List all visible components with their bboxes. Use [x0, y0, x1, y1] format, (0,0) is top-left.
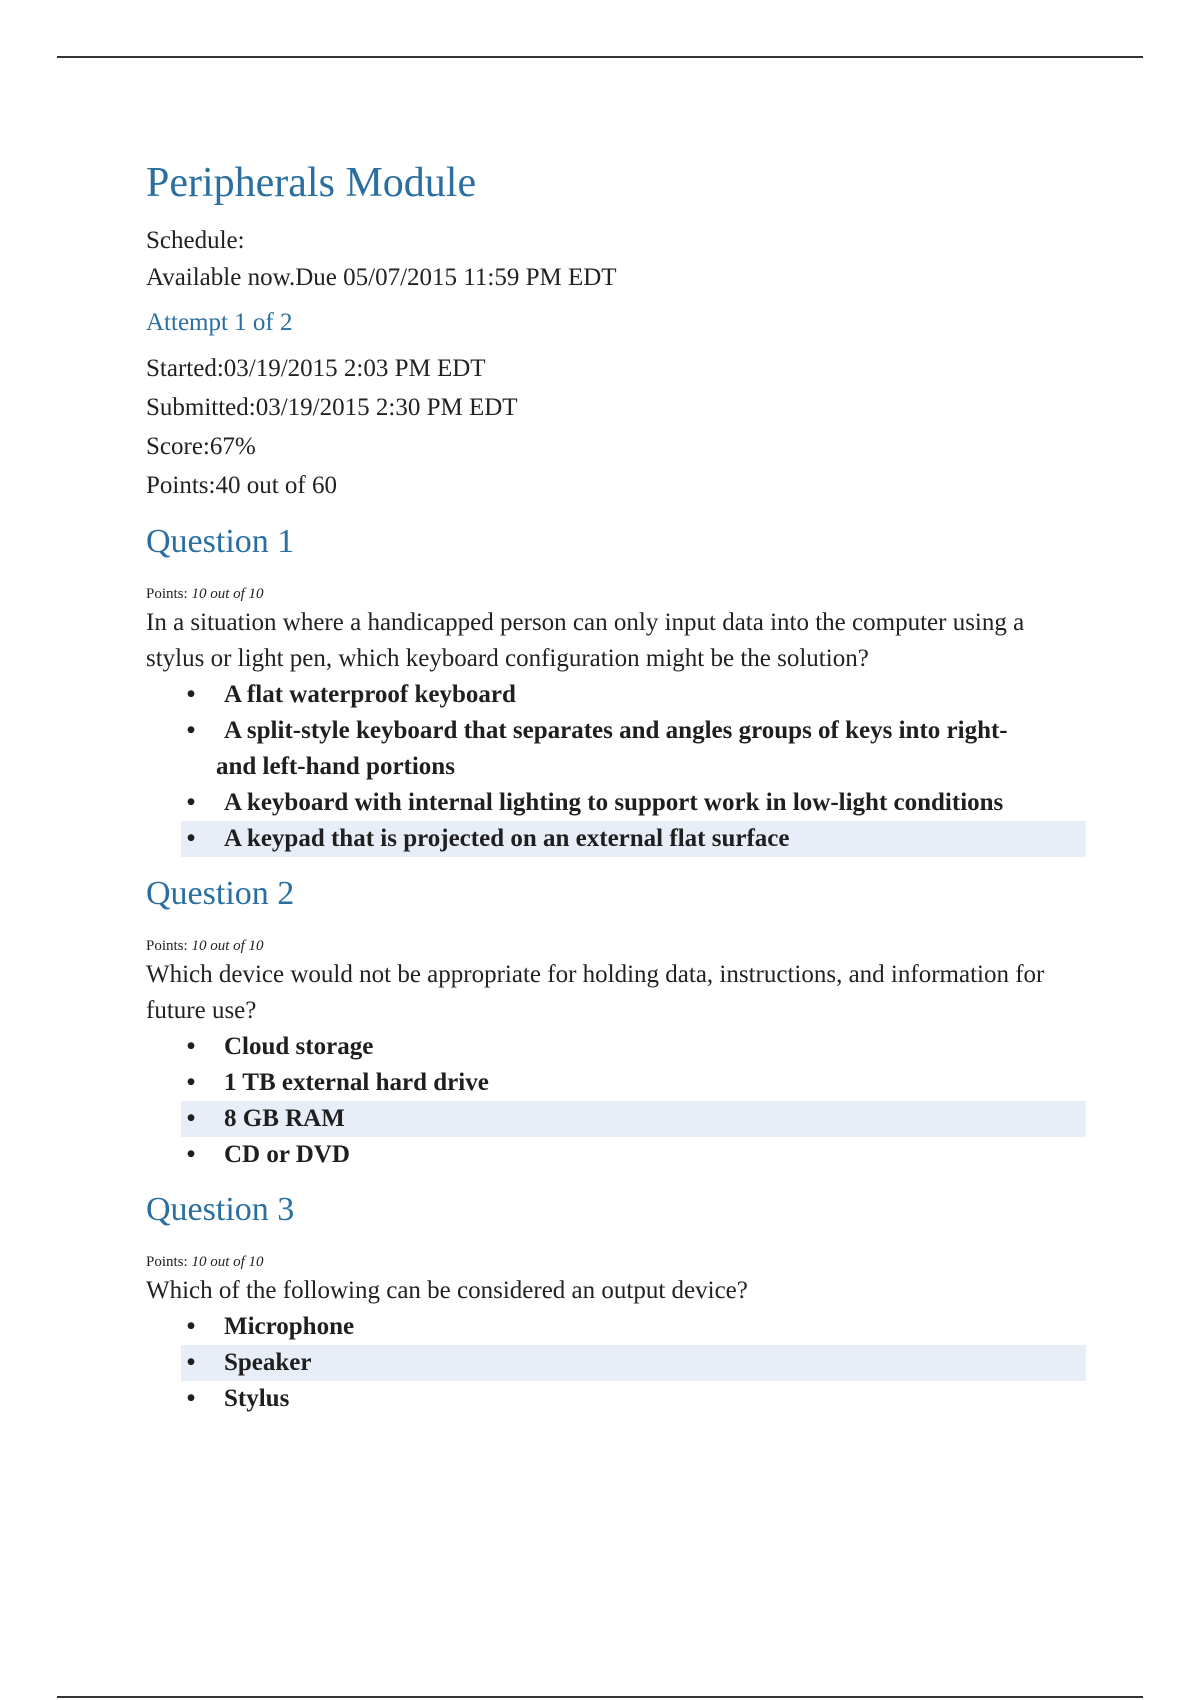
points-value: 10 out of 10 [191, 1254, 264, 1270]
bullet-icon: • [186, 1385, 196, 1412]
bullet-icon: • [186, 825, 196, 852]
question-points [146, 935, 1086, 957]
attempt-heading: Attempt 1 of 2 [146, 309, 293, 336]
answer-option-label: Stylus [224, 1385, 290, 1412]
answer-option-label: 1 TB external hard drive [224, 1069, 489, 1096]
answer-option-selected [181, 1101, 1086, 1137]
points-label: Points: [146, 938, 188, 954]
question-heading: Question 3 [146, 1191, 295, 1228]
bullet-icon: • [186, 717, 196, 744]
question-text: In a situation where a handicapped person can only input data into the computer using a stylus or light pen, which keyboard configuration might be the solution? [146, 609, 1025, 672]
answer-option-label: Speaker [224, 1349, 312, 1376]
total-points: Points:40 out of 60 [146, 472, 337, 499]
answer-option-label: 8 GB RAM [224, 1105, 345, 1132]
answer-option-label: Microphone [224, 1313, 355, 1340]
attempt-meta [146, 349, 1086, 505]
question-text: Which device would not be appropriate for holding data, instructions, and information for future use? [146, 961, 1045, 1024]
bullet-icon: • [186, 1105, 196, 1132]
quiz-content [146, 150, 1086, 1417]
question-2 [146, 869, 1086, 1173]
answer-option-label: A keyboard with internal lighting to support work in low-light conditions [224, 789, 1004, 816]
points-label: Points: [146, 586, 188, 602]
answer-option [181, 677, 1086, 713]
bullet-icon: • [186, 1313, 196, 1340]
submitted-time: Submitted:03/19/2015 2:30 PM EDT [146, 394, 518, 421]
bullet-icon: • [186, 1349, 196, 1376]
answer-option [181, 1029, 1086, 1065]
page-title: Peripherals Module [146, 160, 477, 206]
answer-option-label: Cloud storage [224, 1033, 374, 1060]
answer-option-label: A split-style keyboard that separates and angles groups of keys into right- [224, 717, 1008, 744]
schedule-label: Schedule: [146, 227, 245, 254]
question-3 [146, 1185, 1086, 1417]
question-heading: Question 1 [146, 523, 295, 560]
question-points [146, 583, 1086, 605]
answer-options [181, 677, 1086, 857]
answer-option-label: A keypad that is projected on an external flat surface [224, 825, 790, 852]
points-value: 10 out of 10 [191, 938, 264, 954]
bullet-icon: • [186, 681, 196, 708]
answer-option-label: A flat waterproof keyboard [224, 681, 516, 708]
question-points [146, 1251, 1086, 1273]
bullet-icon: • [186, 789, 196, 816]
answer-option-label: CD or DVD [224, 1141, 350, 1168]
question-1 [146, 517, 1086, 857]
answer-option [181, 1309, 1086, 1345]
answer-options [181, 1309, 1086, 1417]
answer-option [181, 1381, 1086, 1417]
bullet-icon: • [186, 1069, 196, 1096]
points-label: Points: [146, 1254, 188, 1270]
points-value: 10 out of 10 [191, 586, 264, 602]
score: Score:67% [146, 433, 256, 460]
schedule-value: Available now.Due 05/07/2015 11:59 PM EDT [146, 264, 617, 291]
answer-options [181, 1029, 1086, 1173]
answer-option [181, 1065, 1086, 1101]
answer-option-label-continued: and left-hand portions [216, 753, 455, 780]
bullet-icon: • [186, 1141, 196, 1168]
top-rule [57, 56, 1143, 58]
bottom-rule [57, 1696, 1143, 1698]
answer-option [181, 785, 1086, 821]
question-text: Which of the following can be considered an output device? [146, 1277, 748, 1304]
answer-option-selected [181, 821, 1086, 857]
answer-option [181, 713, 1086, 785]
answer-option-selected [181, 1345, 1086, 1381]
answer-option [181, 1137, 1086, 1173]
bullet-icon: • [186, 1033, 196, 1060]
question-heading: Question 2 [146, 875, 295, 912]
started-time: Started:03/19/2015 2:03 PM EDT [146, 355, 486, 382]
